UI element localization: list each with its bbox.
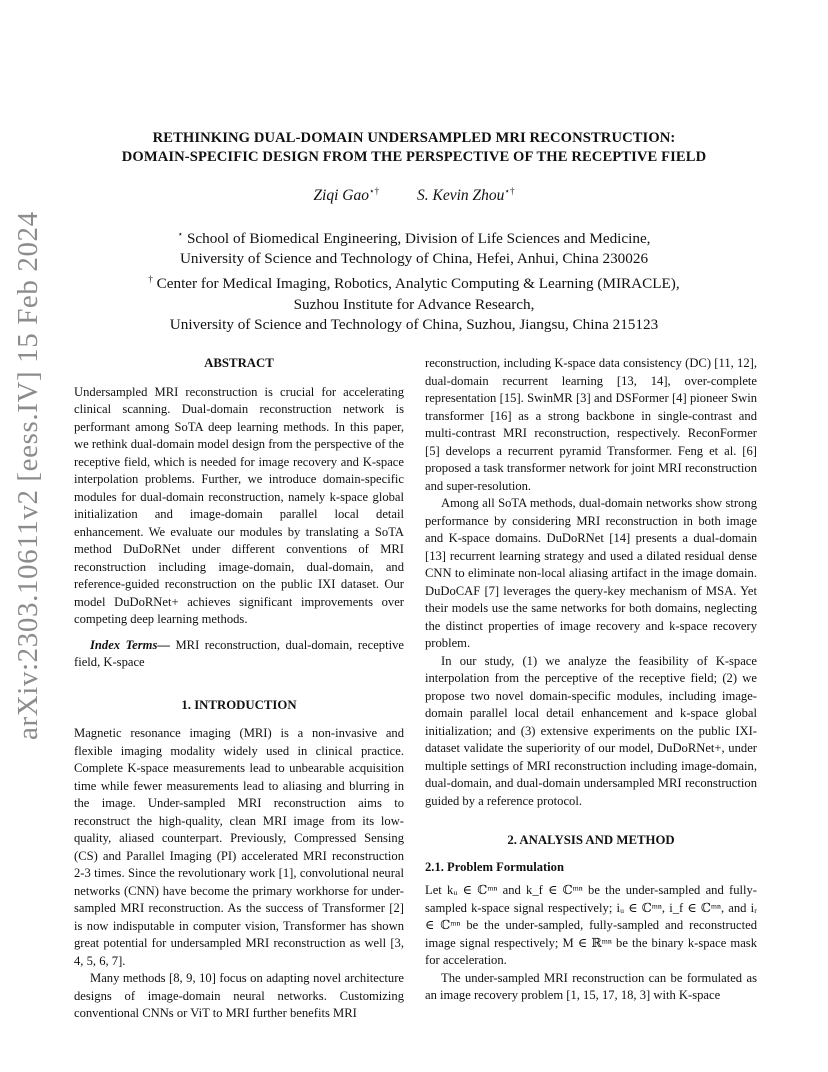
affiliation-line-5: University of Science and Technology of China, Suzhou, Jiangsu, China 215123 — [169, 315, 659, 333]
abstract-heading: ABSTRACT — [204, 356, 274, 370]
author-1: Ziqi Gao⋆† — [313, 186, 380, 205]
author-list — [74, 186, 754, 205]
intro-paragraph-5: In our study, (1) we analyze the feasibility of K-space interpolation from the perceptive of the receptive field; (2) we propose two novel domain-specific modules, including image-domain parallel local detail enhancement and k-space global initialization; and (3) extensive experiments on the public IXI-dataset validate the superiority of our model, DuDoRNet+, under multiple settings of MRI reconstruction including image-domain, dual-domain, and dual-domain undersampled MRI reconstruction guided by a reference protocol. — [425, 653, 757, 808]
title-line-1: RETHINKING DUAL-DOMAIN UNDERSAMPLED MRI RECONSTRUCTION: — [152, 130, 676, 146]
intro-paragraph-3: reconstruction, including K-space data consistency (DC) [11, 12], dual-domain recurrent learning [13, 14], over-complete representation [15]. SwinMR [3] and DSFormer [4] pioneer Swin transformer [16] as a strong backbone in single-contrast and multi-contrast MRI reconstruction, respectively. ReconFormer [5] develops a recurrent pyramid Transformer. Feng et al. [6] proposed a task transformer network for joint MRI reconstruction and super-resolution. — [425, 356, 757, 493]
author-2: S. Kevin Zhou⋆† — [417, 186, 515, 205]
title-line-2: DOMAIN-SPECIFIC DESIGN FROM THE PERSPECTIVE OF THE RECEPTIVE FIELD — [121, 149, 707, 165]
paper-title — [74, 129, 754, 167]
abstract-body: Undersampled MRI reconstruction is crucial for accelerating clinical scanning. Dual-domain reconstruction network is performant among SoTA deep learning methods. In this paper, we rethink dual-domain model design from the perspective of the receptive field, which is needed for image recovery and K-space interpolation problems. Further, we introduce domain-specific modules for dual-domain reconstruction, namely k-space global initialization and image-domain parallel local detail enhancement. We evaluate our modules by translating a SoTA method DuDoRNet under different conventions of MRI reconstruction including image-domain, dual-domain, and reference-guided reconstruction on the public IXI dataset. Our model DuDoRNet+ achieves significant improvements over competing deep learning methods. — [74, 384, 404, 626]
affiliation-line-1: ⋆ School of Biomedical Engineering, Division of Life Sciences and Medicine, — [177, 229, 651, 248]
affiliation-line-2: University of Science and Technology of China, Hefei, Anhui, China 230026 — [179, 250, 649, 268]
method-heading: 2. ANALYSIS AND METHOD — [507, 833, 675, 847]
arxiv-identifier: arXiv:2303.10611v2 [eess.IV] 15 Feb 2024 — [12, 211, 44, 740]
problem-formulation-heading: 2.1. Problem Formulation — [425, 859, 564, 874]
index-terms: Index Terms— MRI reconstruction, dual-domain, receptive field, K-space — [74, 637, 404, 669]
method-paragraph-1: Let kᵤ ∈ ℂᵐⁿ and k_f ∈ ℂᵐⁿ be the under-sampled and fully-sampled k-space signal respectively; iᵤ ∈ ℂᵐⁿ, i_f ∈ ℂᵐⁿ, and iᵣ ∈ ℂᵐⁿ be the under-sampled, fully-sampled and reconstructed image signal respectively; M ∈ ℝᵐⁿ be the binary k-space mask for acceleration. — [425, 883, 757, 967]
intro-paragraph-4: Among all SoTA methods, dual-domain networks show strong performance by considering MRI reconstruction in both image and K-space domains. DuDoRNet [14] presents a dual-domain [13] recurrent learning strategy and used a dilated residual dense CNN to eliminate non-local aliasing artifact in the image domain. DuDoCAF [7] leverages the query-key mechanism of MSA. Yet their models use the same networks for both domains, neglecting the distinct properties of image recovery and k-space recovery problem. — [425, 496, 757, 650]
affiliations — [74, 224, 754, 335]
right-column — [425, 355, 757, 1005]
intro-paragraph-2: Many methods [8, 9, 10] focus on adapting novel architecture designs of image-domain neural networks. Customizing conventional CNNs or ViT to MRI further benefits MRI — [74, 971, 404, 1020]
intro-paragraph-1: Magnetic resonance imaging (MRI) is a non-invasive and flexible imaging modality widely used in clinical practice. Complete K-space measurements lead to unbearable acquisition time while fewer measurements lead to aliasing and blurring in the image. Under-sampled MRI reconstruction aims to reconstruct the high-quality, clean MRI image from its low-quality, aliased counterpart. Previously, Compressed Sensing (CS) and Parallel Imaging (PI) accelerated MRI reconstruction 2-3 times. Since the revolutionary work [1], convolutional neural networks (CNN) have become the primary workhorse for under-sampled MRI reconstruction. As the success of Transformer [2] is now indisputable in computer vision, Transformer has shown great potential for undersampled MRI reconstruction as well [3, 4, 5, 6, 7]. — [74, 726, 404, 968]
affiliation-line-4: Suzhou Institute for Advance Research, — [293, 295, 535, 313]
affiliation-line-3: † Center for Medical Imaging, Robotics, Analytic Computing & Learning (MIRACLE), — [148, 274, 680, 293]
left-column — [74, 355, 404, 1023]
introduction-heading: 1. INTRODUCTION — [181, 697, 297, 712]
method-paragraph-2: The under-sampled MRI reconstruction can be formulated as an image recovery problem [1, 15, 17, 18, 3] with K-space — [425, 970, 757, 1002]
